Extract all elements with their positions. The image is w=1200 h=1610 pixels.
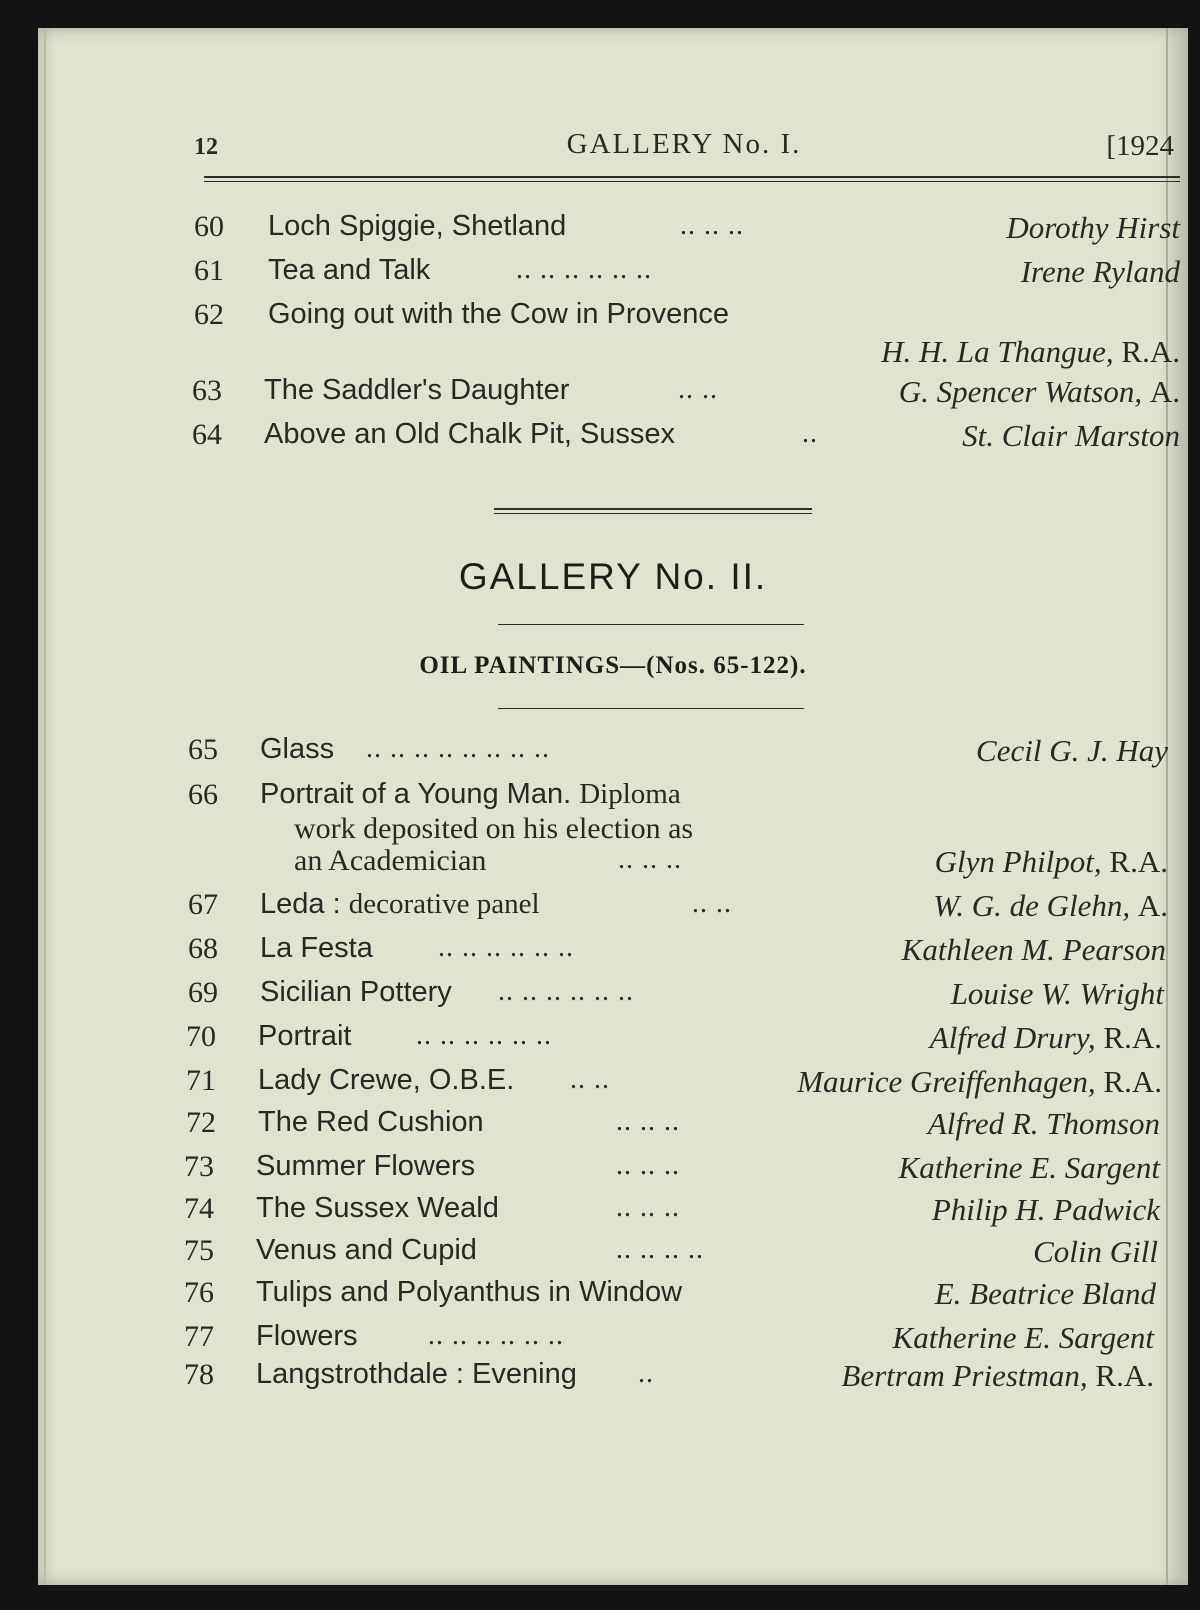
- entry-artist: Katherine E. Sargent: [898, 1150, 1160, 1185]
- list-item: [192, 418, 1180, 460]
- leader-dots: .. ..: [692, 888, 732, 919]
- entry-number: 73: [184, 1150, 214, 1183]
- entry-number: 67: [188, 888, 218, 921]
- page-number: 12: [194, 134, 218, 160]
- section-heading: GALLERY No. II.: [458, 556, 768, 597]
- entry-title: Tulips and Polyanthus in Window: [256, 1276, 683, 1308]
- entry-title: The Sussex Weald: [256, 1192, 499, 1224]
- entry-number: 75: [184, 1234, 214, 1267]
- entry-title: Venus and Cupid: [256, 1234, 477, 1266]
- list-item: [184, 1320, 1154, 1362]
- list-item: [188, 888, 1168, 930]
- entry-artist: Alfred Drury, R.A.: [929, 1020, 1162, 1055]
- header-rule: [204, 176, 1180, 182]
- entry-title: Lady Crewe, O.B.E.: [258, 1064, 515, 1096]
- entry-artist: G. Spencer Watson, A.: [898, 374, 1180, 409]
- entry-artist: W. G. de Glehn, A.: [933, 888, 1168, 923]
- entry-number: 68: [188, 932, 218, 965]
- list-item-continuation: [188, 844, 1168, 886]
- list-item: [184, 1234, 1158, 1276]
- leader-dots: .. ..: [570, 1064, 610, 1095]
- entry-artist: St. Clair Marston: [962, 418, 1180, 453]
- entry-title: Glass: [260, 733, 335, 765]
- entry-title: Flowers: [256, 1320, 358, 1352]
- list-item: [188, 976, 1164, 1018]
- leader-dots: ..: [638, 1358, 654, 1389]
- leader-dots: .. .. .. .. .. .. .. ..: [366, 733, 550, 764]
- entry-artist: E. Beatrice Bland: [934, 1276, 1156, 1311]
- entry-artist: Kathleen M. Pearson: [901, 932, 1166, 967]
- entry-title: The Saddler's Daughter: [264, 374, 570, 406]
- entry-number: 71: [186, 1064, 216, 1097]
- list-item: [194, 254, 1180, 296]
- leader-dots: .. .. ..: [618, 844, 682, 875]
- list-item: [188, 733, 1168, 775]
- page-title: GALLERY No. I.: [566, 128, 802, 160]
- entry-title: La Festa: [260, 932, 373, 964]
- list-item-continuation: [194, 334, 1180, 376]
- heading-rule: [498, 624, 804, 625]
- leader-dots: ..: [802, 418, 818, 449]
- subheading-rule: [498, 708, 804, 709]
- page-gutter-line: [44, 28, 46, 1585]
- entry-title: Summer Flowers: [256, 1150, 476, 1182]
- list-item: [186, 1020, 1162, 1062]
- list-item: [192, 374, 1180, 416]
- entry-title: Above an Old Chalk Pit, Sussex: [264, 418, 676, 450]
- entry-artist: Bertram Priestman, R.A.: [841, 1358, 1154, 1393]
- year-mark: [1924: [1106, 130, 1174, 162]
- entry-number: 69: [188, 976, 218, 1009]
- list-item: [184, 1150, 1160, 1192]
- leader-dots: .. .. ..: [616, 1192, 680, 1223]
- section-subheading: OIL PAINTINGS—(Nos. 65-122).: [419, 652, 807, 679]
- entry-artist: Alfred R. Thomson: [927, 1106, 1160, 1141]
- entry-number: 72: [186, 1106, 216, 1139]
- entry-number: 62: [194, 298, 224, 331]
- leader-dots: .. .. ..: [680, 210, 744, 241]
- entry-artist: Philip H. Padwick: [931, 1192, 1160, 1227]
- entry-description: an Academician: [294, 844, 487, 877]
- catalogue-page: [38, 28, 1188, 1585]
- list-item: [194, 210, 1180, 252]
- list-item: [184, 1358, 1154, 1400]
- entry-number: 60: [194, 210, 224, 243]
- section-divider: [494, 508, 812, 514]
- leader-dots: .. .. .. .. .. ..: [416, 1020, 552, 1051]
- leader-dots: .. .. .. .. .. ..: [428, 1320, 564, 1351]
- entry-number: 77: [184, 1320, 214, 1353]
- leader-dots: .. .. .. .. .. ..: [498, 976, 634, 1007]
- entry-title: The Red Cushion: [258, 1106, 484, 1138]
- entry-number: 66: [188, 778, 218, 811]
- entry-title: Portrait: [258, 1020, 352, 1052]
- entry-title: Going out with the Cow in Provence: [268, 298, 730, 330]
- entry-title: Sicilian Pottery: [260, 976, 452, 1008]
- entry-artist: Katherine E. Sargent: [892, 1320, 1154, 1355]
- entry-number: 63: [192, 374, 222, 407]
- list-item: [186, 1106, 1160, 1148]
- entry-artist: Irene Ryland: [1020, 254, 1180, 289]
- entry-number: 64: [192, 418, 222, 451]
- entry-number: 70: [186, 1020, 216, 1053]
- leader-dots: .. .. ..: [616, 1106, 680, 1137]
- entry-artist: Colin Gill: [1033, 1234, 1158, 1269]
- entry-title: Tea and Talk: [268, 254, 431, 286]
- entry-artist: Glyn Philpot, R.A.: [934, 844, 1168, 879]
- running-head: [194, 128, 1174, 168]
- leader-dots: .. .. ..: [616, 1150, 680, 1181]
- entry-title: Portrait of a Young Man. Diploma: [260, 778, 681, 810]
- entry-title: Loch Spiggie, Shetland: [268, 210, 567, 242]
- entry-title: Langstrothdale : Evening: [256, 1358, 577, 1390]
- leader-dots: .. .. .. .. .. ..: [516, 254, 652, 285]
- entry-artist: H. H. La Thangue, R.A.: [881, 334, 1180, 369]
- leader-dots: .. .. .. .. .. ..: [438, 932, 574, 963]
- entry-number: 78: [184, 1358, 214, 1391]
- entry-artist: Dorothy Hirst: [1006, 210, 1180, 245]
- entry-artist: Maurice Greiffenhagen, R.A.: [797, 1064, 1162, 1099]
- entry-artist: Cecil G. J. Hay: [976, 733, 1168, 768]
- entry-title: Leda : decorative panel: [260, 888, 540, 920]
- entry-number: 76: [184, 1276, 214, 1309]
- entry-artist: Louise W. Wright: [950, 976, 1164, 1011]
- entry-number: 61: [194, 254, 224, 287]
- entry-number: 65: [188, 733, 218, 766]
- leader-dots: .. .. .. ..: [616, 1234, 704, 1265]
- list-item: [188, 932, 1166, 974]
- list-item: [186, 1064, 1162, 1106]
- entry-number: 74: [184, 1192, 214, 1225]
- leader-dots: .. ..: [678, 374, 718, 405]
- list-item: [184, 1276, 1156, 1318]
- entry-description: work deposited on his election as: [294, 812, 694, 845]
- list-item: [184, 1192, 1160, 1234]
